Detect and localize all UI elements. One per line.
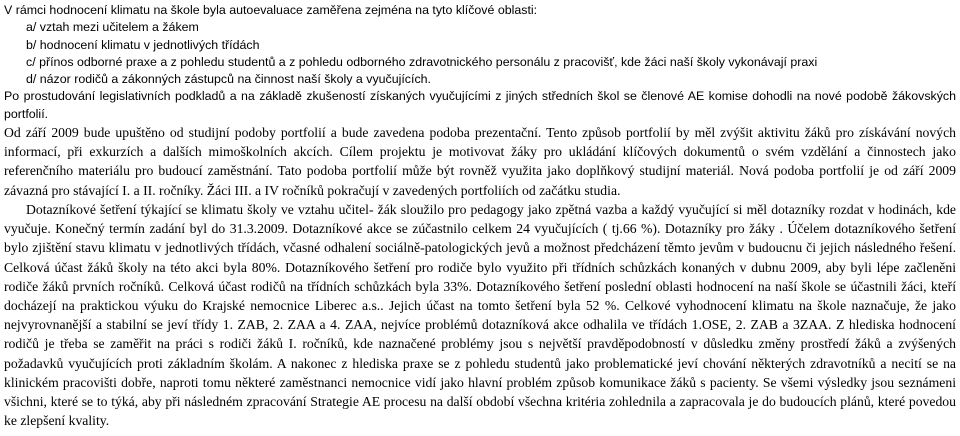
key-area-item: b/ hodnocení klimatu v jednotlivých třídách — [26, 37, 260, 52]
portfolio-intro-paragraph: Po prostudování legislativních podkladů a na základě zkušeností získaných vyučujícími z jiných středních škol se členové AE komise dohodli na nové podobě žákovských portfolií. — [4, 89, 956, 121]
key-area-item: d/ názor rodičů a zákonných zástupců na činnost naší školy a vyučujících. — [26, 72, 431, 87]
survey-paragraph: Dotazníkové šetření týkající se klimatu školy ve vztahu učitel- žák sloužilo pro pedagogy jako zpětná vazba a každý vyučující si měl dotazníky rozdat v hodinách, kde vyučuje. Konečný termín zadání byl do 31.3.2009. Dotazníkové akce se zúčastnilo celkem 24 vyučujících ( tj.66 %). Dotazníky pro žáky . Účelem dotazníkového šetření bylo zjištění stavu klimatu v jednotlivých třídách, včasné odhalení sociálně-patologických jevů a možnost předcházení těmto jevům v budoucnu či jejich následného řešení. Celková účast žáků školy na této akci byla 80%. Dotazníkového šetření pro rodiče bylo využito při třídních schůzkách konaných v dubnu 2009, aby byli lépe začleněni rodiče žáků prvních ročníků. Celková účast rodičů na třídních schůzkách byla 33%. Dotazníkového šetření poslední oblasti hodnocení na naší škole se účastnili žáci, kteří docházejí na praktickou výuku do Krajské nemocnice Liberec a.s.. Jejich účast na tomto šetření byla 52 %. Celkové vyhodnocení klimatu na škole naznačuje, že jako nejvyrovnanější a stabilní se jeví třídy 1. ZAB, 2. ZAA a 4. ZAA, nejvíce problémů dotazníková akce odhalila ve třídách 1.OSE, 2. ZAB a 3ZAA. Z hlediska hodnocení rodičů je třeba se zaměřit na práci s rodiči žáků I. ročníků, kde naznačené problémy jsou s největší pravděpodobností v důsledku změny prostředí žáků a zvýšených požadavků vyučujících proti základním školám. A nakonec z hlediska praxe se z pohledu studentů jako problematické jeví chování některých zdravotníků a necití se na klinickém pracovišti dobře, naproti tomu některé zaměstnanci nemocnice vidí jako hlavní problém způsob komunikace žáků s pacienty. Se všemi výsledky jsou seznámeni všichni, které se to týká, aby při následném zpracování Strategie AE procesu na další období všechna kritéria zohlednila a zapracovala je do budoucích plánů, které povedou ke zlepšení kvality. — [4, 201, 956, 429]
key-areas-intro — [4, 2, 956, 88]
key-area-item: a/ vztah mezi učitelem a žákem — [26, 20, 199, 35]
key-area-item: c/ přínos odborné praxe a z pohledu studentů a z pohledu odborného zdravotnického personálu z pracovišť, kde žáci naší školy vykonávají praxi — [26, 54, 818, 69]
key-areas-heading: V rámci hodnocení klimatu na škole byla autoevaluace zaměřena zejména na tyto klíčové oblasti: — [4, 3, 538, 17]
portfolio-body-paragraph: Od září 2009 bude upuštěno od studijní podoby portfolií a bude zavedena podoba prezentační. Tento způsob portfolií by měl zvýšit aktivitu žáků pro získávání nových informací, při exkurzích a dalších mimoškolních akcích. Cílem projektu je motivovat žáky pro ukládání klíčových dokumentů o svém vzdělání a činnostech jako referenčního materiálu pro budoucí zaměstnání. Tato podoba portfolií může být rovněž využita jako doplňkový studijní materiál. Nová podoba portfolií je od září 2009 závazná pro stávající I. a II. ročníky. Žáci III. a IV ročníků pokračují v zavedených portfoliích od začátku studia. — [4, 125, 956, 198]
